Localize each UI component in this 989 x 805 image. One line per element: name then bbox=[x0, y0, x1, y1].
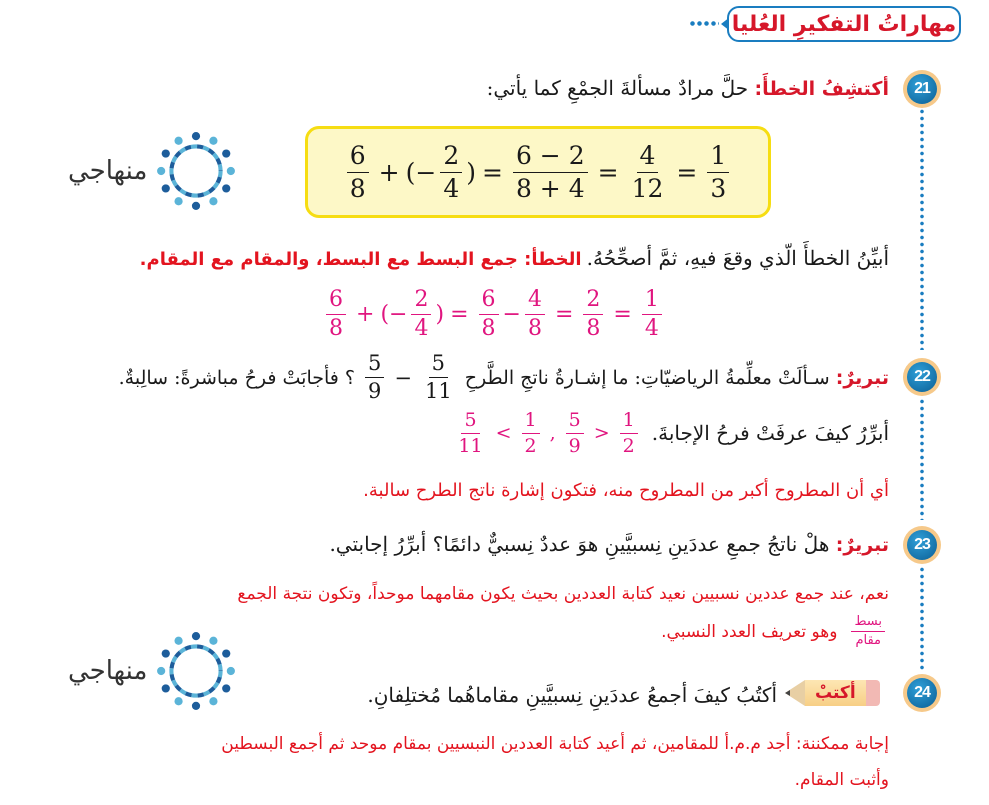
manhaji-logo bbox=[68, 130, 237, 212]
question-22-prompt bbox=[119, 352, 889, 403]
answer-text: أي أن المطروح أكبر من المطروح منه، فتكون إشارة ناتج الطرح سالبة. bbox=[363, 480, 889, 501]
people-circle-logo-icon bbox=[155, 130, 237, 212]
dotted-rail bbox=[920, 398, 924, 520]
question-21-task bbox=[140, 246, 889, 270]
question-21-prompt bbox=[487, 76, 889, 100]
question-number-badge bbox=[903, 70, 941, 108]
question-number-badge bbox=[903, 358, 941, 396]
correction-math: $\frac{6}{8}$ + (− $\frac{2}{4}$ ) = $\frac{6}{8}$ − $\frac{4}{8}$ = $\frac{2}{8}$ = $\frac{1}{4}$ bbox=[322, 288, 666, 341]
question-text: سـألَتْ معلِّمةُ الرياضيّاتِ: ما إشـارةُ ناتجِ الطَّرحِ bbox=[464, 366, 830, 389]
logo-text: منهاجي bbox=[68, 656, 148, 686]
question-number: 23 bbox=[907, 530, 937, 560]
question-label: أكتشِفُ الخطأَ: bbox=[754, 78, 889, 100]
task-text: أبرِّرُ كيفَ عرفَتْ فرحُ الإجابةَ. bbox=[651, 421, 889, 446]
question-22-task bbox=[451, 410, 889, 457]
student-solution-math: $\frac{6}{8}$ + (− $\frac{2}{4}$ ) = $\frac{6 - 2}{8 + 4}$ = $\frac{4}{12}$ = $\frac{1}{3}$ bbox=[343, 142, 733, 202]
manhaji-logo bbox=[68, 630, 237, 712]
question-text: هلْ ناتجُ جمعِ عددَينِ نِسبيَّينِ هوَ عددٌ نِسبيٌّ دائمًا؟ أبرِّرُ إجابتي. bbox=[329, 532, 830, 556]
answer-text: إجابة ممكننة: أجد م.م.أ للمقامين، ثم أعيد كتابة العددين النبسيين بمقام موحد ثم أجمع البسطين bbox=[221, 734, 889, 754]
header-dots-decoration bbox=[689, 21, 719, 26]
answer-text: وأثبت المقام. bbox=[794, 770, 889, 790]
write-pencil-tag bbox=[785, 680, 880, 706]
question-number: 24 bbox=[907, 678, 937, 708]
question-label: تبريرٌ: bbox=[835, 534, 889, 556]
question-label: تبريرٌ: bbox=[835, 366, 889, 389]
question-number-badge bbox=[903, 526, 941, 564]
subtraction-math: $\frac{5}{9}$ − $\frac{5}{11}$ bbox=[361, 352, 459, 403]
pencil-icon bbox=[785, 680, 805, 706]
numerator-over-denominator: $\frac{\text{بسط}}{\text{مقام}}$ bbox=[851, 615, 885, 649]
people-circle-logo-icon bbox=[155, 630, 237, 712]
answer-text: نعم، عند جمع عددين نسبيين نعيد كتابة العددين بحيث يكون مقامهما موحداً، وتكون نتجة الجمع bbox=[237, 584, 889, 604]
student-solution-box bbox=[305, 126, 771, 218]
answer-text: وهو تعريف العدد النسبي. bbox=[661, 621, 838, 642]
section-header bbox=[727, 6, 961, 42]
comparison-math: $\frac{5}{11}$ < $\frac{1}{2}$ , $\frac{5}{9}$ > $\frac{1}{2}$ bbox=[451, 410, 641, 457]
question-23-prompt bbox=[329, 532, 889, 556]
question-number: 21 bbox=[907, 74, 937, 104]
question-text: ؟ فأجابَتْ فرحُ مباشرةً: سالِبةٌ. bbox=[118, 366, 355, 389]
answer-text: الخطأ: جمع البسط مع البسط، والمقام مع المقام. bbox=[139, 249, 582, 270]
write-tag-label: أكتبْ bbox=[805, 680, 866, 706]
question-number-badge bbox=[903, 674, 941, 712]
question-24-prompt: أكتُبُ كيفَ أجمعُ عددَينِ نِسبيَّينِ مقاماهُما مُختلِفانِ. bbox=[367, 683, 777, 707]
task-text: أبيِّنُ الخطأَ الّذي وقعَ فيهِ، ثمَّ أصحِّحُهُ. bbox=[586, 246, 889, 270]
dotted-rail bbox=[920, 566, 924, 670]
pencil-eraser-decoration bbox=[866, 680, 880, 706]
question-text: حلَّ مرادٌ مسألةَ الجمْعِ كما يأتي: bbox=[486, 76, 749, 100]
answer-line-2 bbox=[661, 615, 889, 649]
section-title: مهاراتُ التفكيرِ العُليا bbox=[731, 11, 957, 37]
question-number: 22 bbox=[907, 362, 937, 392]
dotted-rail bbox=[920, 108, 924, 350]
logo-text: منهاجي bbox=[68, 156, 148, 186]
